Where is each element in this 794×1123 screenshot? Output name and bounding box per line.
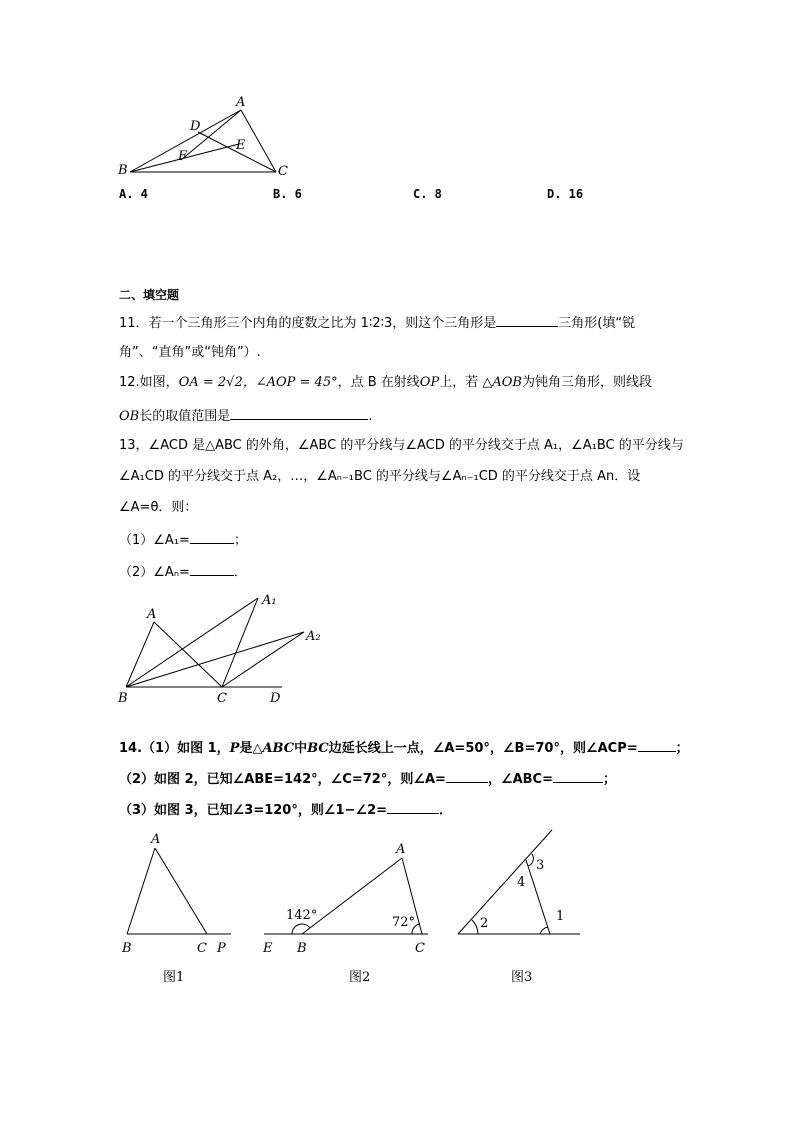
fig13-label-d: D: [270, 691, 281, 706]
fig14-1-caption: 图1: [163, 970, 185, 985]
fig10-label-a: A: [236, 95, 246, 110]
q13-line2: ∠A₁CD 的平分线交于点 A₂，…，∠Aₙ₋₁BC 的平分线与∠Aₙ₋₁CD 的平分线交于点 An．设: [119, 469, 641, 484]
option-d: D. 16: [547, 187, 584, 201]
fig10-label-f: F: [178, 149, 188, 164]
figure-q10: [110, 92, 310, 182]
q12-text-a: 12.如图，: [119, 375, 179, 390]
q12-oa-eq: OA = 2√2: [178, 375, 243, 390]
q13-sub2: [119, 561, 679, 583]
q14-3-text-b: ．: [439, 803, 453, 818]
q11-text-b: 三角形(填“锐: [558, 316, 636, 331]
q12-text-d: 为钝角三角形，则线段: [521, 375, 652, 390]
q12-ob: OB: [119, 409, 140, 424]
q14-3-text-a: （3）如图 3，已知∠3=120°，则∠1−∠2=: [119, 803, 388, 818]
q13-sub1-label: （1）∠A₁=: [119, 533, 190, 548]
fig14-1-label-c: C: [197, 941, 207, 956]
fig14-3-caption: 图3: [511, 970, 533, 985]
q14-bc: BC: [307, 741, 329, 756]
figure-q14-3: [452, 824, 588, 960]
q14-2-text-b: ，∠ABC=: [487, 772, 553, 787]
q14-2b-blank[interactable]: [553, 768, 603, 783]
fig14-2-angle-142: 142°: [286, 908, 318, 923]
q12-aob: AOB: [492, 375, 522, 390]
q14-text-e: A=50°，∠B=70°，则∠ACP=: [444, 741, 638, 756]
fig13-label-b: B: [118, 691, 128, 706]
q14-text-d: 边延长线上一点，∠: [328, 741, 445, 756]
q13-sub1-end: ；: [233, 533, 247, 548]
fig14-1-label-a: A: [151, 832, 161, 847]
fig14-2-label-e: E: [263, 941, 273, 956]
q12-answer-blank[interactable]: [230, 405, 368, 420]
q12-line1: [119, 373, 679, 393]
figure-q13: [110, 590, 340, 710]
q12-text-b: ，点 B 在射线: [337, 375, 420, 390]
q13-sub2-label: （2）∠Aₙ=: [119, 565, 190, 580]
option-b: B. 6: [273, 187, 302, 201]
fig14-2-label-a: A: [396, 842, 406, 857]
fig14-2-angle-72: 72°: [392, 915, 416, 930]
q14-line2: [119, 768, 679, 790]
q12-line2: [119, 405, 679, 427]
fig13-label-c: C: [217, 691, 227, 706]
q14-text-a: 14.（1）如图 1，: [119, 741, 230, 756]
fig10-label-e: E: [236, 138, 246, 153]
fig14-2-label-b: B: [297, 941, 307, 956]
q14-2-text-a: （2）如图 2，已知∠ABE=142°，∠C=72°，则∠A=: [119, 772, 446, 787]
q12-text-c: 上，若 △: [439, 375, 493, 390]
q13-sub2-end: ．: [233, 565, 247, 580]
fig14-3-num-4: 4: [517, 875, 526, 890]
fig14-3-num-1: 1: [556, 909, 565, 924]
q14-text-f: ；: [675, 741, 689, 756]
q14-2-text-c: ；: [603, 772, 617, 787]
q11-line2: 角”、“直角”或“钝角”）.: [119, 345, 261, 360]
fig14-1-label-b: B: [122, 941, 132, 956]
fig13-label-a: A: [147, 607, 157, 622]
q14-2a-blank[interactable]: [446, 768, 488, 783]
q13-sub2-blank[interactable]: [190, 561, 234, 576]
q13-line1: 13，∠ACD 是△ABC 的外角，∠ABC 的平分线与∠ACD 的平分线交于点 A₁，∠A₁BC 的平分线与: [119, 438, 684, 453]
fig13-label-a1: A₁: [262, 593, 277, 608]
q13-sub1: [119, 529, 679, 551]
section-title: 二、填空题: [119, 288, 180, 302]
q14-line1: [119, 737, 689, 759]
q12-angle-eq: ，∠AOP = 45°: [242, 375, 338, 390]
fig10-label-c: C: [278, 164, 288, 179]
q12-text-e: 长的取值范围是: [139, 409, 231, 424]
fig14-2-label-c: C: [415, 941, 425, 956]
q14-line3: [119, 799, 679, 821]
fig14-2-caption: 图2: [349, 970, 371, 985]
q14-text-c: 中: [294, 741, 308, 756]
option-a: A. 4: [119, 187, 148, 201]
q14-abc: ABC: [262, 741, 295, 756]
fig14-1-label-p: P: [217, 941, 226, 956]
q14-3-blank[interactable]: [387, 799, 439, 814]
q12-op: OP: [419, 375, 440, 390]
figure-q14-2: [258, 834, 438, 960]
q11-line1: [119, 312, 679, 334]
fig13-label-a2: A₂: [306, 629, 321, 644]
q12-end: .: [368, 409, 373, 424]
fig10-label-d: D: [190, 119, 201, 134]
figure-q14-1: [115, 828, 245, 960]
q13-line3: ∠A=θ．则：: [119, 500, 198, 515]
fig14-3-num-3: 3: [536, 858, 545, 873]
q14-1-blank[interactable]: [638, 737, 676, 752]
q11-answer-blank[interactable]: [496, 312, 558, 327]
option-c: C. 8: [413, 187, 442, 201]
q14-text-b: 是△: [239, 741, 263, 756]
fig14-3-num-2: 2: [480, 916, 489, 931]
q13-sub1-blank[interactable]: [190, 529, 234, 544]
q14-p: P: [229, 741, 240, 756]
fig10-label-b: B: [118, 163, 128, 178]
q11-text-a: 11．若一个三角形三个内角的度数之比为 1∶2∶3，则这个三角形是: [119, 316, 497, 331]
